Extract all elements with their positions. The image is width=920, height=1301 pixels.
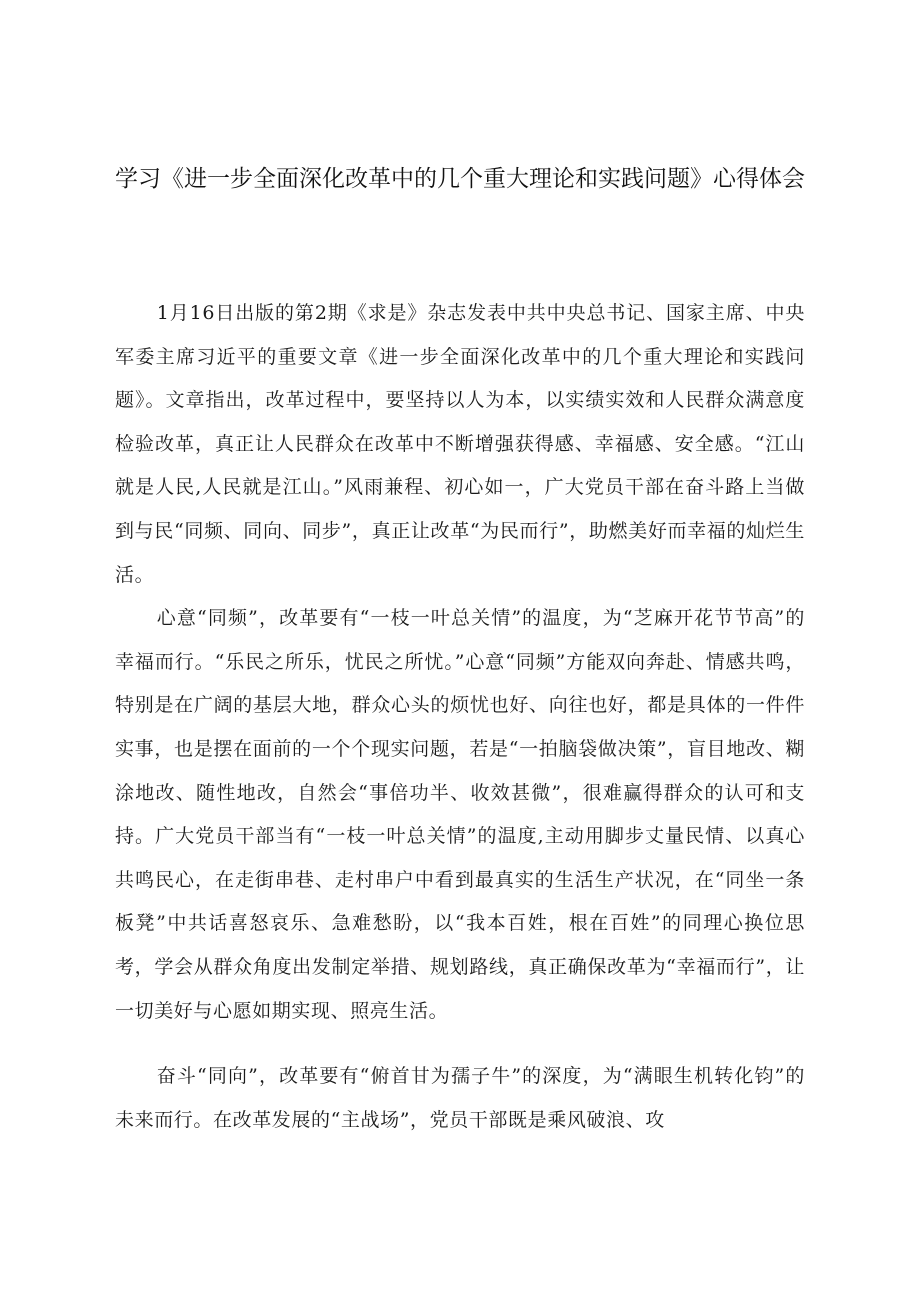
document-body xyxy=(115,292,805,1142)
document-title: 学习《进一步全面深化改革中的几个重大理论和实践问题》心得体会 xyxy=(115,166,805,192)
paragraph-striving-same-direction: 奋斗“同向”，改革要有“俯首甘为孺子牛”的深度，为“满眼生机转化钧”的未来而行。在改革发展的“主战场”，党员干部既是乘风破浪、攻 xyxy=(115,1065,805,1131)
paragraph-heart-in-sync: 心意“同频”，改革要有“一枝一叶总关情”的温度，为“芝麻开花节节高”的幸福而行。“乐民之所乐，忧民之所忧。”心意“同频”方能双向奔赴、情感共鸣，特别是在广阔的基层大地，群众心头的烦忧也好、向往也好，都是具体的一件件实事，也是摆在面前的一个个现实问题，若是“一拍脑袋做决策”，盲目地改、糊涂地改、随性地改，自然会“事倍功半、收效甚微”，很难赢得群众的认可和支持。广大党员干部当有“一枝一叶总关情”的温度,主动用脚步丈量民情、以真心共鸣民心，在走街串巷、走村串户中看到最真实的生活生产状况，在“同坐一条板凳”中共话喜怒哀乐、急难愁盼，以“我本百姓，根在百姓”的同理心换位思考，学会从群众角度出发制定举措、规划路线，真正确保改革为“幸福而行”，让一切美好与心愿如期实现、照亮生活。 xyxy=(115,607,805,1022)
paragraph-intro: 1月16日出版的第2期《求是》杂志发表中共中央总书记、国家主席、中央军委主席习近平的重要文章《进一步全面深化改革中的几个重大理论和实践问题》。文章指出，改革过程中，要坚持以人为本，以实绩实效和人民群众满意度检验改革，真正让人民群众在改革中不断增强获得感、幸福感、安全感。“江山就是人民,人民就是江山。”风雨兼程、初心如一，广大党员干部在奋斗路上当做到与民“同频、同向、同步”，真正让改革“为民而行”，助燃美好而幸福的灿烂生活。 xyxy=(115,302,805,586)
